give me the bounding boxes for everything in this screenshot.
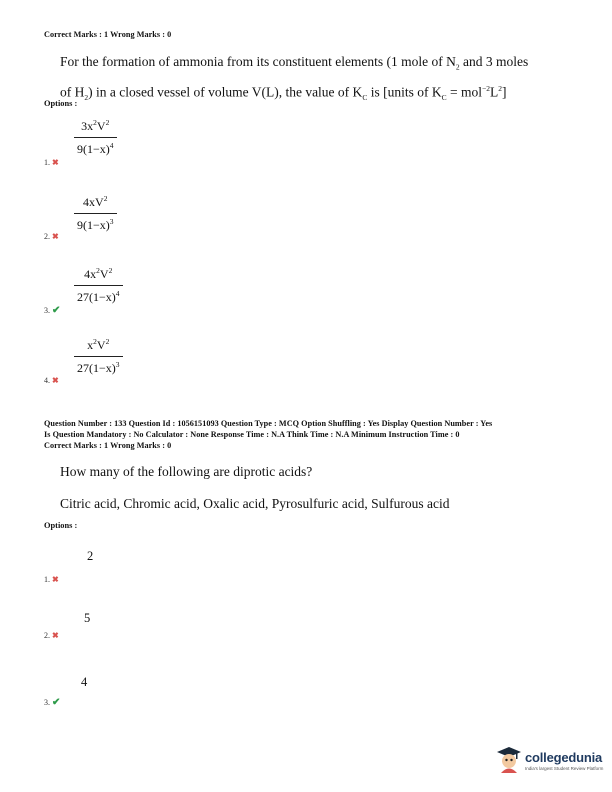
wrong-icon: ✖: [52, 631, 59, 640]
q2-text: How many of the following are diprotic acids?: [60, 464, 313, 479]
q2-list: Citric acid, Chromic acid, Oxalic acid, Pyrosulfuric acid, Sulfurous acid: [60, 496, 450, 511]
correct-icon: ✔: [52, 305, 61, 316]
q1-option-2-formula: $\frac{4xV^2}{9(1-x)^3}$: [74, 194, 117, 233]
wrong-icon: ✖: [52, 575, 59, 584]
q2-option-1[interactable]: 1. ✖: [44, 575, 59, 584]
q1-option-3-formula: $\frac{4x^2V^2}{27(1-x)^4}$: [74, 266, 123, 305]
q2-options-label: Options :: [44, 521, 78, 530]
q1-option-2[interactable]: 2. ✖: [44, 232, 59, 241]
q1-option-4-formula: $\frac{x^2V^2}{27(1-x)^3}$: [74, 337, 123, 376]
wrong-icon: ✖: [52, 232, 59, 241]
wrong-icon: ✖: [52, 158, 59, 167]
q1-text: For the formation of ammonia from its constituent elements (1 mole of $N_2$ and 3 moles of $H_2$) in a closed vessel of volume V(L), the value of $K_C$ is [units of $K_C = mol^{-2}L^2$]: [60, 54, 529, 102]
q1-option-1[interactable]: 1. ✖: [44, 158, 59, 167]
q1-option-4[interactable]: 4. ✖: [44, 376, 59, 385]
collegedunia-logo[interactable]: [496, 746, 603, 774]
q1-option-3[interactable]: 3. ✔: [44, 305, 61, 316]
q2-option-2-value: 5: [84, 611, 91, 625]
q2-option-2[interactable]: 2. ✖: [44, 631, 59, 640]
wrong-icon: ✖: [52, 376, 59, 385]
logo-tagline: India's largest Student Review Platform: [525, 766, 604, 771]
q1-option-1-formula: $\frac{3x^2V^2}{9(1-x)^4}$: [74, 118, 117, 157]
graduate-mascot-icon: [496, 746, 522, 774]
q1-marks: Correct Marks : 1 Wrong Marks : 0: [44, 30, 172, 39]
q2-option-1-value: 2: [87, 549, 94, 563]
q2-option-3[interactable]: 3. ✔: [44, 697, 61, 708]
q2-info: Question Number : 133 Question Id : 1056151093 Question Type : MCQ Option Shuffling : Yes Display Question Number : Yes Is Question Mandatory : No Calculator : None Response Time : N.A Think Time : N.A Minimum Instruction Time : 0 Correct Marks : 1 Wrong Marks : 0: [44, 419, 493, 450]
q2-option-3-value: 4: [81, 675, 88, 689]
logo-name: collegedunia: [525, 750, 603, 765]
q1-options-label: Options :: [44, 99, 78, 108]
correct-icon: ✔: [52, 697, 61, 708]
